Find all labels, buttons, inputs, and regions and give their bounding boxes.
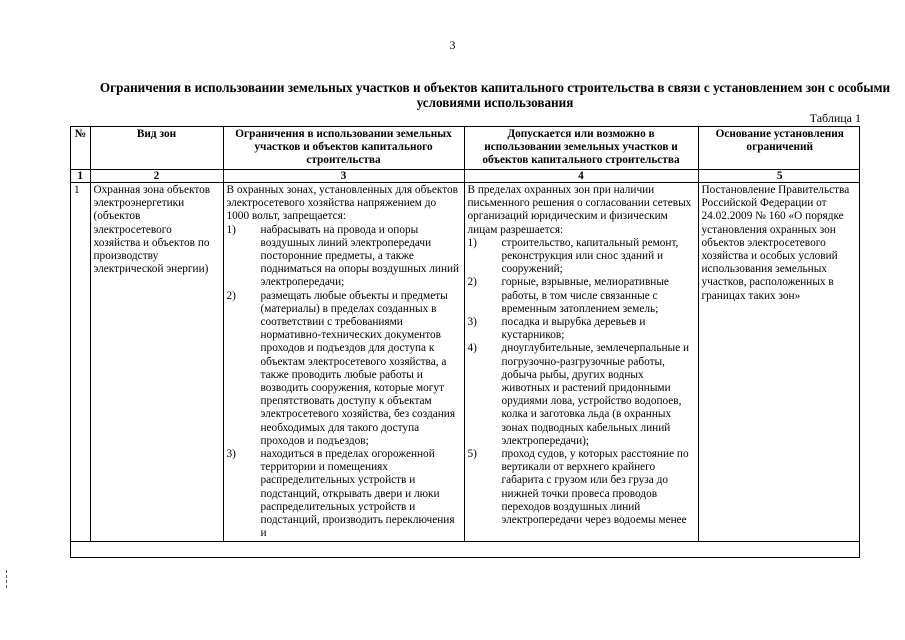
item-number: 4) [467, 342, 477, 355]
item-number: 1) [226, 223, 236, 236]
table-row [71, 183, 860, 542]
item-text: находиться в пределах огороженной территории и помещениях распределительных устройств и подстанций, открывать двери и люки распределительных устройств и подстанций, производить переключения и [260, 448, 455, 540]
item-text: набрасывать на провода и опоры воздушных линий электропередачи посторонние предметы, а также подниматься на опоры воздушных линий электропередачи; [260, 223, 460, 289]
header-zone-type: Вид зон [90, 127, 223, 170]
item-number: 1) [467, 236, 477, 249]
item-number: 3) [467, 316, 477, 329]
zone-type-cell: Охранная зона объектов электроэнергетики (объектов электросетевого хозяйства и объектов по производству электрической энергии) [90, 183, 223, 542]
item-text: проход судов, у которых расстояние по вертикали от верхнего крайнего габарита с грузом или без груза до нижней точки провеса проводов переходов воздушных линий электропередачи через водоемы менее [501, 448, 689, 527]
list-item [468, 342, 695, 448]
row-number: 1 [71, 183, 90, 542]
column-number: 1 [71, 170, 90, 183]
allowed-intro: В пределах охранных зон при наличии письменного решения о согласовании сетевых организаций юридическим и физическим лицам разрешается: [467, 184, 692, 236]
list-item [227, 448, 461, 540]
list-item [468, 237, 695, 277]
column-numbers-row [71, 170, 860, 183]
page-number: 3 [449, 38, 456, 52]
header-restrictions: Ограничения в использовании земельных участков и объектов капитального строительства [223, 127, 464, 170]
list-item [468, 448, 695, 527]
restrictions-table [71, 127, 860, 542]
header-allowed: Допускается или возможно в использовании земельных участков и объектов капитального строительства [464, 127, 698, 170]
column-number: 4 [464, 170, 698, 183]
list-item [468, 276, 695, 316]
item-text: размещать любые объекты и предметы (материалы) в пределах созданных в соответствии с требованиями нормативно-технических документов проходов и подъездов для доступа к объектам электросетевого хозяйства, а также проводить любые работы и возводить сооружения, которые могут препятствовать доступу к объектам электросетевого хозяйства, без создания необходимых для такого доступа проходов и подъездов; [260, 289, 456, 447]
item-number: 2) [226, 289, 236, 302]
item-text: посадка и вырубка деревьев и кустарников; [501, 316, 646, 342]
column-number: 5 [698, 170, 860, 183]
list-item [227, 290, 461, 448]
restrictions-intro: В охранных зонах, установленных для объектов электросетевого хозяйства напряжением до 1000 вольт, запрещается: [226, 184, 459, 223]
basis-cell: Постановление Правительства Российской Федерации от 24.02.2009 № 160 «О порядке установления охранных зон объектов электросетевого хозяйства и особых условий использования земельных участков, расположенных в границах таких зон» [698, 183, 860, 542]
list-item [227, 224, 461, 290]
item-number: 5) [467, 448, 477, 461]
column-number: 3 [223, 170, 464, 183]
list-item [468, 316, 695, 342]
header-basis: Основание установления ограничений [698, 127, 860, 170]
document-title: Ограничения в использовании земельных участков и объектов капитального строительства в связи с установлением зон с особыми условиями использования [99, 80, 891, 110]
item-number: 2) [467, 276, 477, 289]
item-number: 3) [226, 448, 236, 461]
restrictions-cell [223, 183, 464, 542]
header-number: № [71, 127, 90, 170]
restrictions-table-wrapper [70, 126, 860, 558]
table-caption: Таблица 1 [809, 111, 861, 125]
item-text: дноуглубительные, землечерпальные и погрузочно-разгрузочные работы, добыча рыбы, других водных животных и растений придонными орудиями лова, устройство водопоев, колка и заготовка льда (в охранных зонах подводных кабельных линий электропередачи); [501, 342, 689, 447]
item-text: горные, взрывные, мелиоративные работы, в том числе связанные с временным затоплением земель; [501, 276, 669, 315]
item-text: строительство, капитальный ремонт, реконструкция или снос зданий и сооружений; [501, 236, 679, 276]
allowed-cell [464, 183, 698, 542]
scan-edge-mark [6, 570, 9, 588]
table-header-row [71, 127, 860, 170]
column-number: 2 [90, 170, 223, 183]
